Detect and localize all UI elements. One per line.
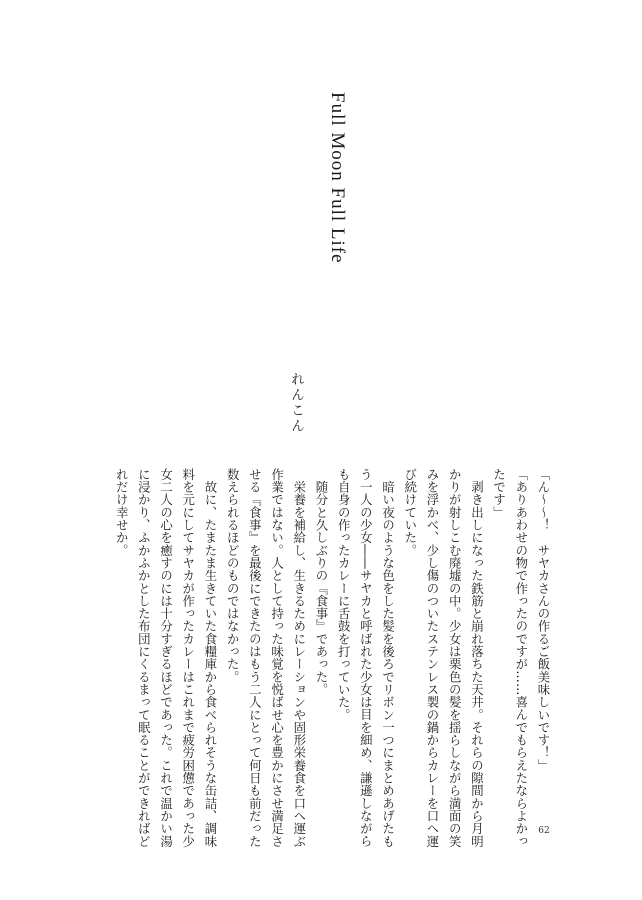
page-number: 62 bbox=[538, 826, 550, 836]
paragraph: 随分と久しぶりの『食事』であった。 bbox=[313, 468, 329, 696]
paragraph: 剥き出しになった鉄筋と崩れ落ちた天井。それらの隙間から月明かりが射しこむ廃墟の中。少女は栗色の髪を揺らしながら満面の笑みを浮かべ、少し傷のついたステンレス製の鍋からカレーを口へ運び続けていた。 bbox=[402, 468, 485, 848]
body-text bbox=[88, 468, 554, 853]
story-title: Full Moon Full Life bbox=[327, 92, 348, 264]
paragraph: 「ありあわせの物で作ったのですが……喜んでもらえたならよかったです」 bbox=[491, 468, 529, 848]
author-name: れんこん bbox=[288, 372, 304, 434]
paragraph: 栄養を補給し、生きるためにレーションや固形栄養食を口へ運ぶ作業ではない。人として持った味覚を悦ばせ心を豊かにさせ満足させる『食事』を最後にできたのはもう二人にとって何日も前だった数えられるほどのものではなかった。 bbox=[225, 468, 307, 848]
paragraph: 暗い夜のような色をした髪を後ろでリボン一つにまとめあげたもう一人の少女――サヤカと呼ばれた少女は目を細め、謙遜しながらも自身の作ったカレーに舌鼓を打っていた。 bbox=[336, 468, 396, 848]
paragraph: 「ん～～！ サヤカさんの作るご飯美味しいです！」 bbox=[536, 468, 551, 772]
paragraph: 故に、たまたま生きていた食糧庫から食べられそうな缶詰、調味料を元にしてサヤカが作ったカレーはこれまで疲労困憊であった少女二人の心を癒すのには十分すぎるほどであった。これで温かい湯に浸かり、ふかふかとした布団にくるまって眠ることができればどれだけ幸せか。 bbox=[114, 468, 218, 848]
